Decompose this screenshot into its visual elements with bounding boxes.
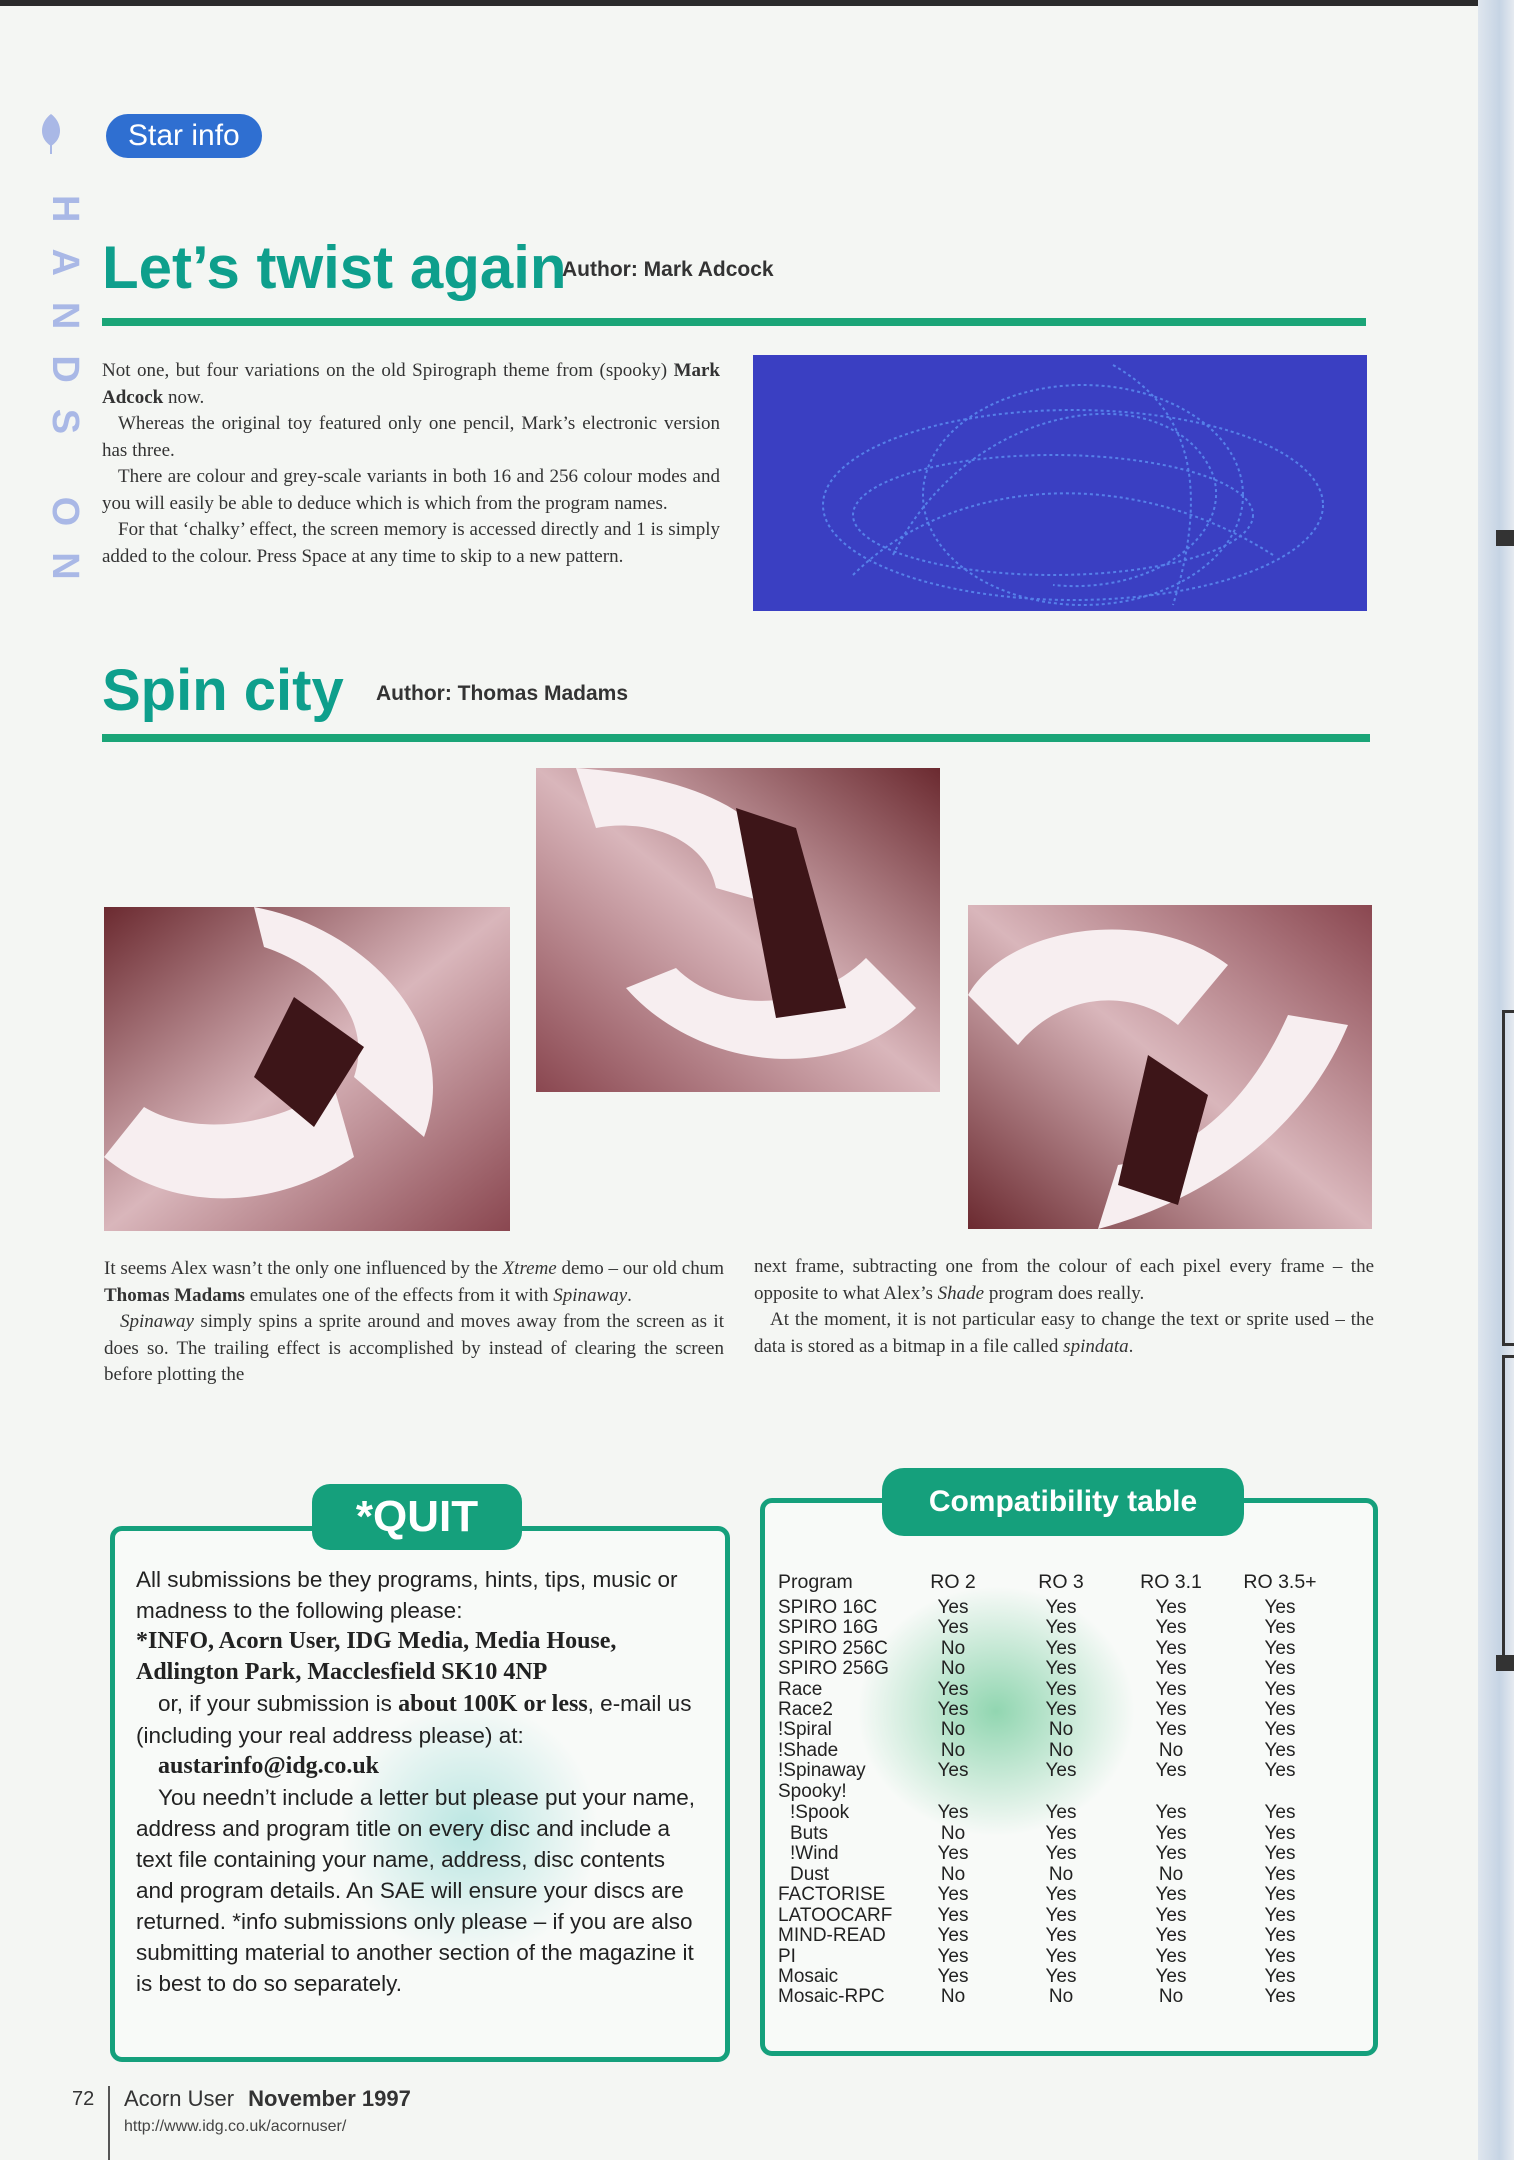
compat-cell: Yes xyxy=(1155,1637,1187,1659)
compat-cell: No xyxy=(940,1863,966,1885)
compat-cell: Yes xyxy=(1045,1617,1077,1639)
compat-cell: Yes xyxy=(1264,1678,1296,1700)
compat-cell: Yes xyxy=(937,1925,969,1947)
compat-cell: No xyxy=(1048,1719,1074,1741)
quit-address: *INFO, Acorn User, IDG Media, Media House, Adlington Park, Macclesfield SK10 4NP xyxy=(136,1628,617,1685)
program-cell: FACTORISE xyxy=(778,1884,886,1906)
compat-cell: No xyxy=(940,1986,966,2008)
compat-cell: No xyxy=(1048,1863,1074,1885)
compat-cell: Yes xyxy=(937,1617,969,1639)
compat-cell: Yes xyxy=(1045,1801,1077,1823)
table-row xyxy=(778,1782,1340,1802)
edge-marker xyxy=(1496,1655,1514,1671)
compat-cell: Yes xyxy=(1045,1945,1077,1967)
spinaway-screenshot xyxy=(536,768,940,1092)
footer-magazine: Acorn User November 1997 xyxy=(124,2086,411,2111)
quit-line: or, if your submission is about 100K or less, e-mail us (including your real address please) at: xyxy=(136,1691,692,1748)
article-title: Let’s twist again xyxy=(102,234,567,301)
compat-cell: No xyxy=(1048,1739,1074,1761)
program-cell: SPIRO 16C xyxy=(778,1597,878,1618)
spinaway-screenshot xyxy=(104,907,510,1231)
title-rule xyxy=(102,734,1370,742)
compat-cell: Yes xyxy=(1045,1760,1077,1782)
quit-line: You needn’t include a letter but please put your name, address and program title on every disc and include a text file containing your name, address, disc contents and program details. An SAE will ensure your discs are returned. *info submissions only please – if you are also submitting material to another section of the magazine it is best to do so separately. xyxy=(136,1785,696,1996)
compat-cell: Yes xyxy=(937,1699,969,1721)
paragraph: next frame, subtracting one from the colour of each pixel every frame – the opposite to what Alex’s Shade program does really. xyxy=(754,1256,1374,1304)
paragraph: For that ‘chalky’ effect, the screen memory is accessed directly and 1 is simply added to the colour. Press Space at any time to skip to a new pattern. xyxy=(102,519,720,567)
program-cell: MIND-READ xyxy=(778,1925,886,1947)
program-cell: !Wind xyxy=(790,1843,839,1865)
program-cell: Spooky! xyxy=(778,1780,847,1802)
quit-line: All submissions be they programs, hints, tips, music or madness to the following please: xyxy=(136,1567,678,1623)
program-cell: Mosaic-RPC xyxy=(778,1986,885,2008)
program-cell: SPIRO 256G xyxy=(778,1658,889,1680)
program-cell: PI xyxy=(778,1945,796,1967)
compat-cell: Yes xyxy=(1264,1597,1296,1618)
compat-cell: Yes xyxy=(1045,1658,1077,1680)
article-title: Spin city xyxy=(102,658,344,723)
compat-cell: Yes xyxy=(1264,1965,1296,1987)
compat-cell: Yes xyxy=(1045,1597,1077,1618)
compat-cell xyxy=(1220,1782,1340,1802)
compat-cell: No xyxy=(1158,1986,1184,2008)
compat-cell: Yes xyxy=(1264,1904,1296,1926)
article-body xyxy=(102,358,720,570)
compat-cell: Yes xyxy=(1155,1925,1187,1947)
compat-cell: No xyxy=(940,1658,966,1680)
compat-cell: Yes xyxy=(1264,1986,1296,2008)
compat-cell: Yes xyxy=(937,1760,969,1782)
compat-cell: No xyxy=(1158,1863,1184,1885)
edge-marker xyxy=(1502,1355,1514,1661)
quit-box-title: *QUIT xyxy=(312,1484,522,1550)
table-row xyxy=(778,1885,1340,1905)
compat-cell: Yes xyxy=(1264,1637,1296,1659)
compat-cell xyxy=(906,1782,1000,1802)
compat-cell: Yes xyxy=(1155,1904,1187,1926)
sidebar-section-label: HANDS ON xyxy=(44,194,86,606)
compat-cell: Yes xyxy=(937,1597,969,1618)
program-cell: Buts xyxy=(790,1823,829,1845)
article-author: Author: Thomas Madams xyxy=(376,682,629,705)
compat-cell: Yes xyxy=(1045,1823,1077,1845)
table-row xyxy=(778,1741,1340,1761)
compat-cell: No xyxy=(940,1739,966,1761)
compat-cell: Yes xyxy=(937,1801,969,1823)
column-header: RO 3.1 xyxy=(1140,1570,1202,1593)
edge-marker xyxy=(1496,530,1514,546)
page-number: 72 xyxy=(72,2088,95,2110)
compat-cell: Yes xyxy=(1155,1617,1187,1639)
spinaway-screenshot xyxy=(968,905,1372,1229)
program-cell: SPIRO 256C xyxy=(778,1637,888,1659)
table-row xyxy=(778,1598,1340,1618)
compat-cell: Yes xyxy=(1045,1637,1077,1659)
compat-cell: Yes xyxy=(1264,1658,1296,1680)
table-row xyxy=(778,1865,1340,1885)
compat-cell: Yes xyxy=(1155,1699,1187,1721)
compat-cell: Yes xyxy=(1155,1801,1187,1823)
compat-cell: Yes xyxy=(1155,1965,1187,1987)
compat-cell: Yes xyxy=(1155,1843,1187,1865)
compat-cell: No xyxy=(940,1823,966,1845)
compat-cell: Yes xyxy=(1155,1719,1187,1741)
program-cell: Race2 xyxy=(778,1699,833,1721)
compat-cell: Yes xyxy=(1264,1884,1296,1906)
table-row xyxy=(778,1659,1340,1679)
compat-cell: Yes xyxy=(1264,1945,1296,1967)
compat-cell: Yes xyxy=(937,1884,969,1906)
compat-cell: Yes xyxy=(1155,1597,1187,1618)
compat-cell: Yes xyxy=(1155,1658,1187,1680)
compat-cell: No xyxy=(940,1637,966,1659)
program-cell: !Spinaway xyxy=(778,1760,866,1782)
program-cell: !Shade xyxy=(778,1739,839,1761)
leaf-icon xyxy=(38,112,64,156)
article-author: Author: Mark Adcock xyxy=(562,258,774,281)
compat-cell: Yes xyxy=(1045,1843,1077,1865)
compat-cell: Yes xyxy=(1264,1801,1296,1823)
quit-box-text xyxy=(136,1564,702,1999)
table-row xyxy=(778,1802,1340,1824)
article-column xyxy=(104,1256,724,1389)
table-row xyxy=(778,1618,1340,1638)
compat-cell: Yes xyxy=(1155,1945,1187,1967)
program-cell: !Spook xyxy=(790,1801,850,1823)
table-row xyxy=(778,1967,1340,1987)
compat-cell: Yes xyxy=(937,1843,969,1865)
compat-cell: Yes xyxy=(937,1678,969,1700)
compat-cell: Yes xyxy=(1264,1760,1296,1782)
compat-cell: Yes xyxy=(937,1904,969,1926)
compat-cell: No xyxy=(1048,1986,1074,2008)
program-cell: Dust xyxy=(790,1863,830,1885)
paragraph: There are colour and grey-scale variants in both 16 and 256 colour modes and you will easily be able to deduce which is which from the program names. xyxy=(102,466,720,514)
table-row xyxy=(778,1720,1340,1740)
paragraph: Whereas the original toy featured only one pencil, Mark’s electronic version has three. xyxy=(102,413,720,461)
paragraph: At the moment, it is not particular easy to change the text or sprite used – the data is stored as a bitmap in a file called spindata. xyxy=(754,1309,1374,1357)
title-rule xyxy=(102,318,1366,326)
table-row xyxy=(778,1987,1340,2007)
table-row xyxy=(778,1700,1340,1720)
paragraph: Not one, but four variations on the old Spirograph theme from (spooky) Mark Adcock now. xyxy=(102,360,720,408)
compatibility-rows xyxy=(778,1598,1340,2008)
compat-cell: Yes xyxy=(1045,1699,1077,1721)
spirograph-screenshot xyxy=(753,355,1367,611)
compat-cell: Yes xyxy=(1045,1678,1077,1700)
program-cell: !Spiral xyxy=(778,1719,832,1741)
table-row xyxy=(778,1926,1340,1946)
column-header: RO 2 xyxy=(930,1570,976,1593)
compat-cell: Yes xyxy=(1155,1884,1187,1906)
compat-cell xyxy=(1000,1782,1122,1802)
program-cell: SPIRO 16G xyxy=(778,1617,879,1639)
compat-cell: Yes xyxy=(1264,1863,1296,1885)
table-header-row xyxy=(778,1566,1340,1598)
compat-cell: Yes xyxy=(1264,1925,1296,1947)
compat-cell xyxy=(1122,1782,1220,1802)
compat-cell: Yes xyxy=(937,1945,969,1967)
section-pill: Star info xyxy=(106,114,262,158)
compat-cell: Yes xyxy=(1264,1719,1296,1741)
compat-cell: Yes xyxy=(1264,1617,1296,1639)
page-top-edge xyxy=(0,0,1514,6)
compat-cell: Yes xyxy=(1045,1904,1077,1926)
compat-cell: Yes xyxy=(1045,1884,1077,1906)
compat-cell: Yes xyxy=(1155,1760,1187,1782)
table-row xyxy=(778,1844,1340,1864)
table-row xyxy=(778,1680,1340,1700)
column-header: RO 3.5+ xyxy=(1243,1570,1317,1593)
table-row xyxy=(778,1824,1340,1844)
compat-cell: Yes xyxy=(1155,1678,1187,1700)
article-column xyxy=(754,1254,1374,1360)
compat-cell: Yes xyxy=(1264,1843,1296,1865)
column-header: RO 3 xyxy=(1038,1570,1084,1593)
compat-cell: Yes xyxy=(1155,1823,1187,1845)
paragraph: It seems Alex wasn’t the only one influenced by the Xtreme demo – our old chum Thomas Madams emulates one of the effects from it with Spinaway. xyxy=(104,1258,725,1306)
compat-cell: Yes xyxy=(1045,1965,1077,1987)
compatibility-table xyxy=(778,1566,1340,2008)
compat-cell: No xyxy=(1158,1739,1184,1761)
program-cell: Mosaic xyxy=(778,1965,839,1987)
compat-cell: Yes xyxy=(1264,1823,1296,1845)
quit-email: austarinfo@idg.co.uk xyxy=(158,1753,380,1779)
footer-divider xyxy=(108,2086,110,2160)
table-row xyxy=(778,1639,1340,1659)
program-cell: Race xyxy=(778,1678,823,1700)
compat-cell: No xyxy=(940,1719,966,1741)
table-row xyxy=(778,1947,1340,1967)
footer-url: http://www.idg.co.uk/acornuser/ xyxy=(124,2118,347,2135)
compat-cell: Yes xyxy=(937,1965,969,1987)
paragraph: Spinaway simply spins a sprite around and moves away from the screen as it does so. The trailing effect is accomplished by instead of clearing the screen before plotting the xyxy=(104,1311,724,1385)
table-row xyxy=(778,1906,1340,1926)
table-row xyxy=(778,1761,1340,1781)
program-cell: LATOOCARF xyxy=(778,1904,893,1926)
compat-cell: Yes xyxy=(1264,1699,1296,1721)
compat-cell: Yes xyxy=(1045,1925,1077,1947)
compatibility-title: Compatibility table xyxy=(882,1468,1244,1536)
edge-marker xyxy=(1502,1010,1514,1346)
column-header: Program xyxy=(778,1570,853,1593)
compat-cell: Yes xyxy=(1264,1739,1296,1761)
